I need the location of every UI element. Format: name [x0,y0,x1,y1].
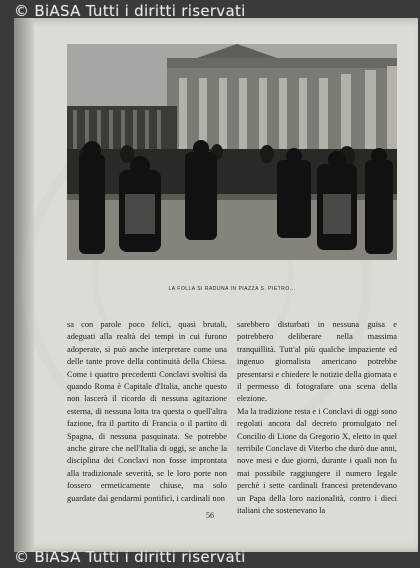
watermark-top: © BiASA Tutti i diritti riservati [14,2,246,20]
watermark-bottom: © BiASA Tutti i diritti riservati [14,548,246,566]
text-column-left [67,319,227,505]
paragraph-left: sa con parole poco felici, quasi brutali, adeguati alla realtà dei tempi in cui furono adoperate, si può anche interpretare come una delle tante prove della continuità della Chiesa. Come i quattro precedenti Conclavi svoltisi da quando Roma è Capitale d'Italia, anche questo non lascerà il ricordo di nessuna agitazione esterna, di nessuna lotta tra questa o quell'altra fazione, fra il partito di Francia o il partito di Spagna, di nessuna pasquinata. Se potrebbe anche girare che nell'Italia di oggi, se anche la disciplina dei Conclavi non fosse improntata alla tradizionale severità, se le loro porte non fossero ermeticamente chiuse, ma solo guardate dai gendarmi pontifici, i cardinali non [67,320,227,503]
paragraph-right-1: sarebbero disturbati in nessuna guisa e potrebbero deliberare nella massima tranquillità. Tutt'al più qualche impaziente ed ingenuo giornalista americano potrebbe presentarsi e chiedere le notizie della giornata e il permesso di fotografare una scena della elezione. [237,320,397,404]
photo-illustration [67,44,397,260]
page-number: 56 [206,511,214,520]
paragraph-right-2: Ma la tradizione resta e i Conclavi di oggi sono regolati ancora dal decreto promulgato nel Concilio di Lione da Gregorio X, eletto in quel terribile Conclave di Viterbo che durò due anni, nove mesi e due giorni, durante i quali non fu mai possibile raggiungere il numero legale perchè i sette cardinali francesi pretendevano un Papa della loro nazionalità, contro i dieci italiani che sostenevano la [237,406,397,516]
page-spine-shadow [14,18,34,552]
figure-caption: LA FOLLA SI RADUNA IN PIAZZA S. PIETRO... [168,286,296,292]
photo-piazza-san-pietro [67,44,397,260]
text-column-right [237,319,397,518]
